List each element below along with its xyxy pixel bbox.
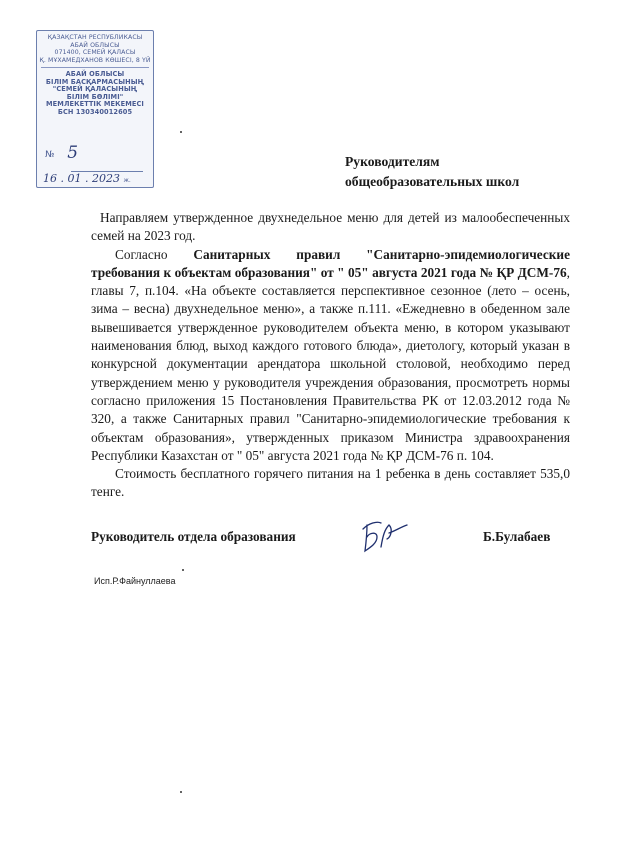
stamp-dept-line: БСН 130340012605 — [57, 107, 133, 116]
paragraph-menu: Направляем утвержденное двухнедельное меню для детей из малообеспеченных семей на 2023 год. — [91, 210, 570, 244]
scan-speck — [180, 791, 182, 793]
stamp-org-line: 071400, СЕМЕЙ ҚАЛАСЫ — [54, 49, 136, 56]
addressee-block — [345, 152, 585, 192]
stamp-number-label: № — [45, 150, 55, 160]
stamp-org-line: АБАЙ ОБЛЫСЫ — [70, 41, 120, 49]
stamp-org-line: ҚАЗАҚСТАН РЕСПУБЛИКАСЫ — [47, 34, 143, 41]
stamp-divider — [41, 64, 149, 68]
stamp-dept-line: БІЛІМ БӨЛІМІ" — [66, 92, 124, 101]
stamp-number-row — [45, 143, 79, 163]
addressee-line-2: общеобразовательных школ — [345, 174, 520, 189]
stamp-dept-line: МЕМЛЕКЕТТІК МЕКЕМЕСІ — [46, 100, 144, 108]
paragraph-regulations — [91, 246, 570, 466]
signatory-title: Руководитель отдела образования — [91, 529, 296, 544]
stamp-date-suffix: ж. — [123, 177, 131, 184]
stamp-dept-line: "СЕМЕЙ ҚАЛАСЫНЫҢ — [52, 85, 138, 93]
executor-note: Исп.Р.Файнуллаева — [94, 576, 176, 586]
scan-speck — [180, 131, 182, 133]
stamp-org-line: Қ. МҰХАМЕДХАНОВ КӨШЕСІ, 8 ҮЙ — [39, 56, 151, 64]
addressee-line-1: Руководителям — [345, 154, 440, 169]
signatory-name: Б.Булабаев — [483, 529, 551, 544]
registration-stamp — [36, 30, 154, 188]
paragraph-regulations-rest: , главы 7, п.104. «На объекте составляется перспективное сезонное (лето – осень, зима – весна) двухнедельное меню», а также п.111. «Ежедневно в обеденном зале вывешивается утвержденное руководителем объекта меню, в котором указывают наименования блюд, выход каждого готового блюда», диетологу, который указан в конкурсной документации арендатора школьной столовой, необходимо перед утверждением меню у руководителя учреждения образования, просмотреть нормы согласно приложения 15 Постановления Правительства РК от 12.03.2012 года № 320, а также Санитарных правил "Санитарно-эпидемиологические требования к объектам образования», утвержденных приказом Министра здравоохранения Республики Казахстан от " 05" августа 2021 года № ҚР ДСМ-76 п. 104. — [91, 264, 570, 463]
stamp-date-value: 16 . 01 . 2023 — [43, 172, 120, 185]
regulation-title: Санитарных правил "Санитарно-эпидемиологические требования к объектам образования" от " 05" августа 2021 года № ҚР ДСМ-76 — [91, 246, 570, 280]
scan-speck — [182, 569, 184, 571]
stamp-date-row — [43, 172, 131, 185]
stamp-dept-line: БІЛІМ БАСҚАРМАСЫНЫҢ — [45, 77, 145, 86]
paragraph-regulations-lead: Согласно — [115, 246, 194, 262]
handwritten-signature — [355, 517, 415, 557]
stamp-dept-line: АБАЙ ОБЛЫСЫ — [65, 70, 125, 78]
paragraph-cost: Стоимость бесплатного горячего питания на 1 ребенка в день составляет 535,0 тенге. — [91, 466, 570, 500]
stamp-number-value: 5 — [67, 143, 79, 163]
letter-body — [91, 209, 570, 502]
